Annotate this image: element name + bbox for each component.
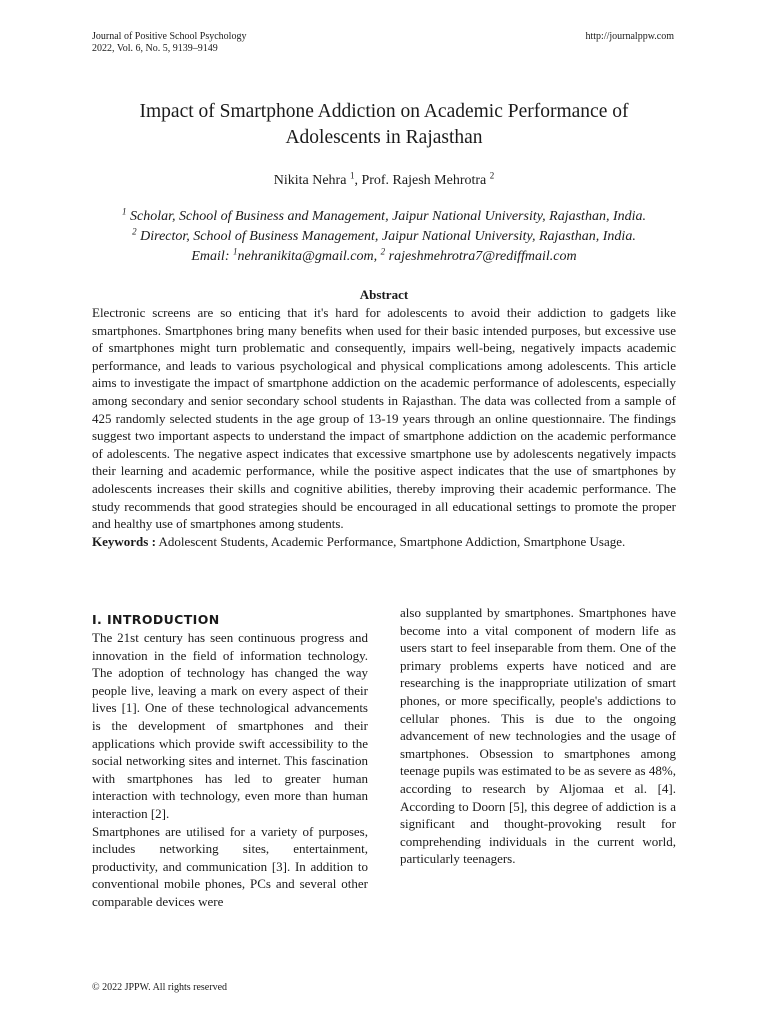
running-header [92, 31, 246, 55]
keywords-label: Keywords : [92, 533, 156, 549]
introduction-paragraph-3: also supplanted by smartphones. Smartphones have become into a vital component of modern life as users start to feel inseparable from them. One of the primary problems experts have noticed and are researching is the inappropriate utilization of smart phones, or more specifically, people's addictions to cellular phones. This is due to the ongoing advancement of new technologies and the usage of smartphones. Obsession to smartphones among teenage pupils was estimated to be as severe as 48%, according to research by Aljomaa et al. [4]. According to Doorn [5], this degree of addiction is a significant and thought-provoking result for comprehending individuals in the current world, particularly teenagers. [400, 605, 676, 867]
email-2[interactable]: rajeshmehrotra7@rediffmail.com [388, 249, 577, 264]
introduction-paragraph-1: The 21st century has seen continuous progress and innovation in the field of information technology. The adoption of technology has changed the way people live, leaving a mark on every aspect of their lives [1]. One of these technological advancements is the development of smartphones and their applications which provide swift accessibility to the social networking sites and internet. This fascination with smartphones has led to greater human interaction with technology, even more than human interaction [2]. [92, 630, 368, 821]
introduction-heading: I. INTRODUCTION [92, 612, 220, 627]
email-label: Email: [191, 249, 230, 264]
affiliation-1-text: Scholar, School of Business and Management, Jaipur National University, Rajasthan, India. [129, 209, 647, 224]
copyright-footer: © 2022 JPPW. All rights reserved [92, 982, 228, 993]
author-2-name: Prof. Rajesh Mehrotra [361, 173, 487, 188]
left-column [92, 611, 368, 911]
journal-name: Journal of Positive School Psychology [92, 31, 247, 42]
affiliations [92, 207, 676, 267]
affiliation-2-text: Director, School of Business Management, Jaipur National University, Rajasthan, India. [140, 229, 636, 244]
affiliation-1 [92, 207, 676, 227]
paper-title: Impact of Smartphone Addiction on Academic Performance of Adolescents in Rajasthan [139, 101, 629, 148]
author-separator: , [354, 173, 362, 188]
email-line [92, 247, 676, 267]
author-2-mark: 2 [489, 170, 495, 181]
abstract-text: Electronic screens are so enticing that it's hard for adolescents to avoid their addiction to gadgets like smartphones. Smartphones bring many benefits when used for their basic intended purposes, but excessive use of smartphones might turn problematic and consequently, impairs well-being, negatively impacts academic performance, and leads to various psychological and physical complications among adolescents. This article aims to investigate the impact of smartphone addiction on the academic performance of adolescents, especially among secondary and senior secondary school students in Rajasthan. The data was collected from a sample of 425 randomly selected students in the age group of 13-19 years through an online questionnaire. The findings suggest two important aspects to understand the impact of smartphone addiction on the academic performance of adolescents. The negative aspect indicates that excessive smartphone use by adolescents negatively impacts their learning and academic performance, while the positive aspect indicates that the use of smartphones by adolescents increases their skills and cognitive abilities, thereby improving their academic performance. The study recommends that good strategies should be encouraged in all educational settings to promote the proper and healthy use of smartphones among students. [92, 305, 676, 532]
author-1-name: Nikita Nehra [273, 173, 347, 188]
keywords-line [92, 533, 676, 551]
email-1[interactable]: nehranikita@gmail.com, [237, 249, 378, 264]
journal-url[interactable]: http://journalppw.com [585, 31, 674, 42]
author-line [92, 172, 676, 190]
affiliation-1-mark: 1 [121, 206, 127, 217]
introduction-paragraph-2: Smartphones are utilised for a variety of purposes, includes networking sites, entertainment, productivity, and communication [3]. In addition to conventional mobile phones, PCs and several other comparable devices were [92, 823, 368, 909]
right-column [400, 604, 676, 868]
author-1-mark: 1 [349, 170, 355, 181]
email-1-mark: 1 [232, 246, 238, 257]
email-2-mark: 2 [380, 246, 386, 257]
journal-issue: 2022, Vol. 6, No. 5, 9139–9149 [92, 43, 218, 54]
affiliation-2-mark: 2 [132, 226, 137, 237]
keywords-text: Adolescent Students, Academic Performance, Smartphone Addiction, Smartphone Usage. [158, 533, 626, 549]
affiliation-2 [92, 227, 676, 247]
abstract-section [92, 304, 676, 550]
abstract-heading: Abstract [359, 287, 409, 302]
